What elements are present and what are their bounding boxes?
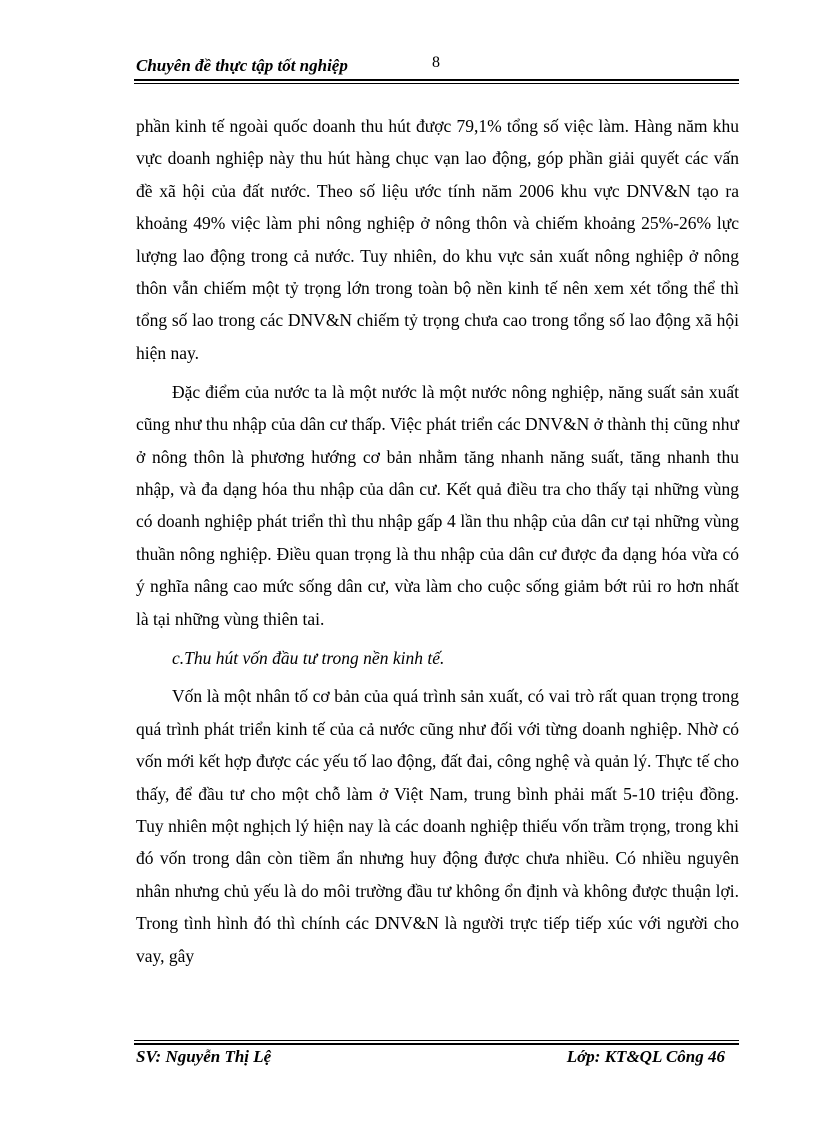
page-header bbox=[134, 54, 739, 80]
header-title: Chuyên đề thực tập tốt nghiệp bbox=[136, 56, 348, 75]
header-rule-thin bbox=[134, 83, 739, 84]
footer-rule-thick bbox=[134, 1043, 739, 1045]
footer-student: SV: Nguyễn Thị Lệ bbox=[136, 1047, 272, 1066]
header-rule-thick bbox=[134, 79, 739, 81]
paragraph-capital: Vốn là một nhân tố cơ bản của quá trình sản xuất, có vai trò rất quan trọng trong quá trình phát triển kinh tế của cả nước cũng như đối với từng doanh nghiệp. Nhờ có vốn mới kết hợp được các yếu tố lao động, đất đai, công nghệ và quản lý. Thực tế cho thấy, để đầu tư cho một chỗ làm ở Việt Nam, trung bình phải mất 5-10 triệu đồng. Tuy nhiên một nghịch lý hiện nay là các doanh nghiệp thiếu vốn trầm trọng, trong khi đó vốn trong dân còn tiềm ẩn nhưng huy động được chưa nhiều. Có nhiều nguyên nhân nhưng chủ yếu là do môi trường đầu tư không ổn định và không được thuận lợi. Trong tình hình đó thì chính các DNV&N là người trực tiếp tiếp xúc với người cho vay, gây bbox=[136, 686, 739, 966]
document-body bbox=[136, 110, 739, 979]
page-footer bbox=[134, 1047, 739, 1071]
paragraph-characteristics: Đặc điểm của nước ta là một nước là một nước nông nghiệp, năng suất sản xuất cũng như thu nhập của dân cư thấp. Việc phát triển các DNV&N ở thành thị cũng như ở nông thôn là phương hướng cơ bản nhằm tăng nhanh năng suất, tăng nhanh thu nhập, và đa dạng hóa thu nhập của dân cư. Kết quả điều tra cho thấy tại những vùng có doanh nghiệp phát triển thì thu nhập gấp 4 lần thu nhập của dân cư tại những vùng thuần nông nghiệp. Điều quan trọng là thu nhập của dân cư được đa dạng hóa vừa có ý nghĩa nâng cao mức sống dân cư, vừa làm cho cuộc sống giảm bớt rủi ro hơn nhất là tại những vùng thiên tai. bbox=[136, 381, 739, 629]
footer-rule-thin bbox=[134, 1040, 739, 1041]
paragraph-continuation: phần kinh tế ngoài quốc doanh thu hút được 79,1% tổng số việc làm. Hàng năm khu vực doanh nghiệp này thu hút hàng chục vạn lao động, góp phần giải quyết các vấn đề xã hội của đất nước. Theo số liệu ước tính năm 2006 khu vực DNV&N tạo ra khoảng 49% việc làm phi nông nghiệp ở nông thôn và chiếm khoảng 25%-26% lực lượng lao động trong cả nước. Tuy nhiên, do khu vực sản xuất nông nghiệp ở nông thôn vẫn chiếm một tỷ trọng lớn trong toàn bộ nền kinh tế nên xem xét tổng thể thì tổng số lao trong các DNV&N chiếm tỷ trọng chưa cao trong tổng số lao động xã hội hiện nay. bbox=[136, 116, 739, 363]
page-number: 8 bbox=[432, 54, 440, 71]
footer-class: Lớp: KT&QL Công 46 bbox=[566, 1047, 725, 1066]
section-subheading: c.Thu hút vốn đầu tư trong nền kinh tế. bbox=[172, 647, 445, 668]
